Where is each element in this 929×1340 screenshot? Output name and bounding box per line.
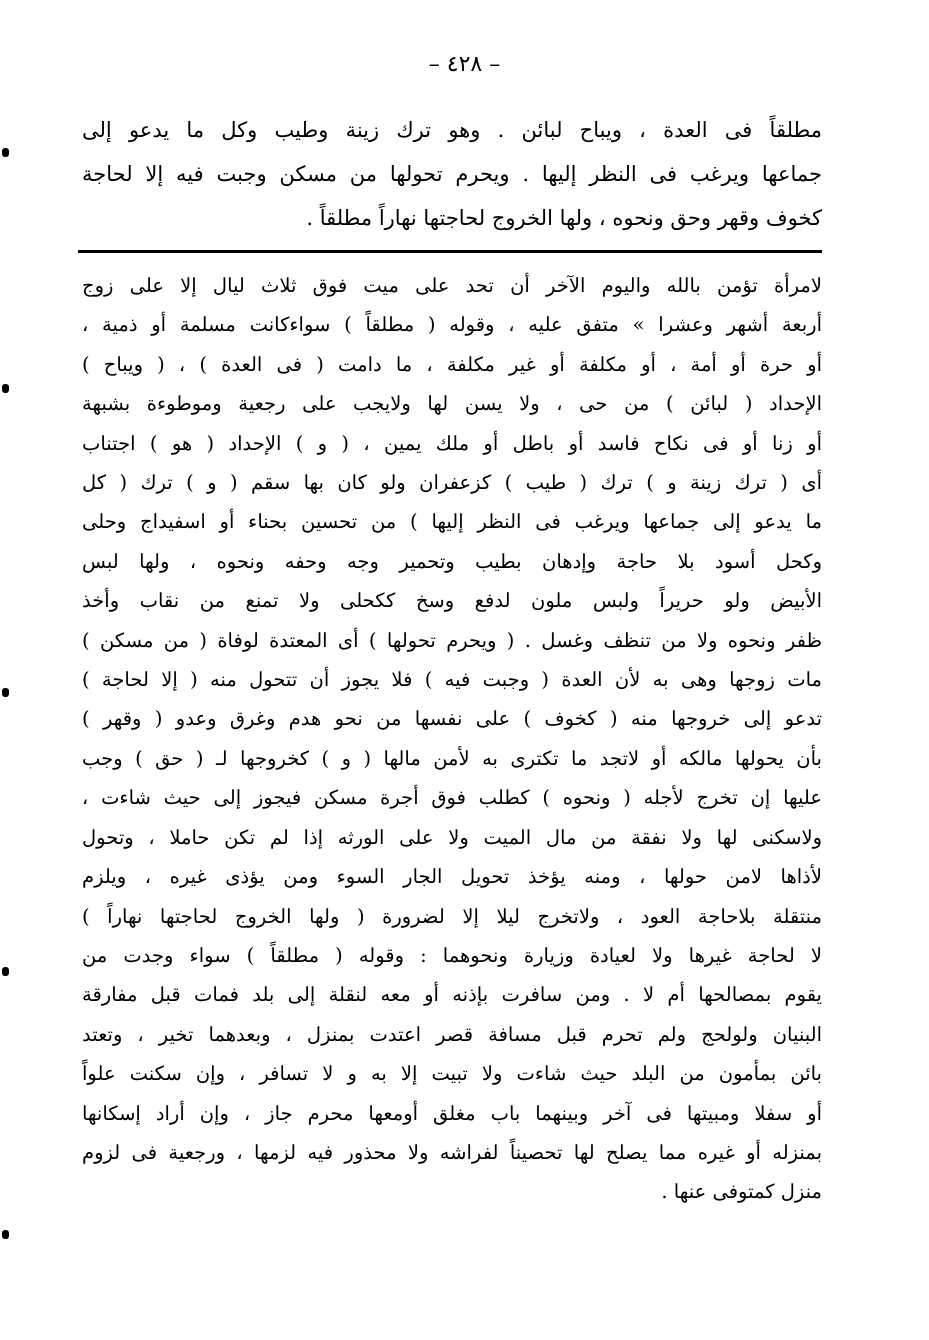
commentary-line: الأبيض ولو حريراً ولبس ملون لدفع وسخ ككحلى ولا تمنع من نقاب وأخذ	[82, 589, 822, 613]
page-number: – ٤٢٨ –	[428, 52, 501, 77]
commentary-text	[82, 266, 822, 1212]
margin-mark	[2, 1230, 9, 1239]
commentary-line: وكحل أسود بلا حاجة وإدهان بطيب وتحمير وجه وحفه ونحوه ، ولها لبس	[82, 549, 822, 573]
main-text-line: مطلقاً فى العدة ، ويباح لبائن . وهو ترك زينة وطيب وكل ما يدعو إلى	[82, 118, 822, 142]
commentary-line: بمنزله أو غيره مما يصلح لها تحصيناً لفراشه ولا محذور فيه لزمها ، ورجعية فى لزوم	[82, 1140, 822, 1164]
commentary-line: أو زنا أو فى نكاح فاسد أو باطل أو ملك يمين ، ( و ) الإحداد ( هو ) اجتناب	[82, 431, 822, 455]
commentary-line: أربعة أشهر وعشرا » متفق عليه ، وقوله ( مطلقاً ) سواءكانت مسلمة أو ذمية ،	[82, 313, 822, 337]
commentary-line: عليها إن تخرج لأجله ( ونحوه ) كطلب فوق أجرة مسكن فيجوز إلى حيث شاءت ،	[82, 786, 822, 810]
commentary-line: بأن يحولها مالكه أو لاتجد ما تكترى به لأمن مالها ( و ) كخروجها لـ ( حق ) وجب	[82, 746, 822, 770]
commentary-line: لامرأة تؤمن بالله واليوم الآخر أن تحد على ميت فوق ثلاث ليال إلا على زوج	[82, 274, 822, 297]
margin-mark	[2, 148, 9, 157]
commentary-line: ما يدعو إلى جماعها ويرغب فى النظر إليها ) من تحسين بحناء أو اسفيداج وحلى	[82, 510, 822, 534]
main-text	[82, 108, 822, 240]
margin-mark	[2, 967, 9, 976]
separator-line	[78, 250, 822, 253]
main-text-line: كخوف وقهر وحق ونحوه ، ولها الخروج لحاجتها نهاراً مطلقاً .	[306, 206, 822, 230]
commentary-line: أو حرة أو أمة ، أو مكلفة أو غير مكلفة ، ما دامت ( فى العدة ) ، ( ويباح )	[82, 352, 822, 376]
commentary-line: لا لحاجة غيرها ولا لعيادة وزيارة ونحوهما : وقوله ( مطلقاً ) سواء وجدت من	[82, 943, 822, 967]
commentary-line: منزل كمتوفى عنها .	[661, 1180, 822, 1204]
commentary-line: الإحداد ( لبائن ) من حى ، ولا يسن لها ولايجب على رجعية وموطوءة بشبهة	[82, 392, 822, 416]
commentary-line: أو سفلا ومبيتها فى آخر وبينهما باب مغلق أومعها محرم جاز ، وإن أراد إسكانها	[82, 1101, 822, 1125]
commentary-line: ظفر ونحوه ولا من تنظف وغسل . ( ويحرم تحولها ) أى المعتدة لوفاة ( من مسكن )	[82, 628, 822, 652]
commentary-line: منتقلة بلاحاجة العود ، ولاتخرج ليلا إلا لضرورة ( ولها الخروج لحاجتها نهاراً )	[82, 904, 822, 928]
commentary-line: بائن بمأمون من البلد حيث شاءت ولا تبيت إلا به و لا تسافر ، وإن سكنت علواً	[82, 1062, 822, 1086]
commentary-line: تدعو إلى خروجها منه ( كخوف ) على نفسها من نحو هدم وغرق وعدو ( وقهر )	[82, 707, 822, 731]
commentary-line: لأذاها لامن حولها ، ومنه يؤخذ تحويل الجار السوء ومن يؤذى غيره ، ويلزم	[82, 865, 822, 889]
commentary-line: مات زوجها وهى به لأن العدة ( وجبت فيه ) فلا يجوز أن تتحول منه ( إلا لحاجة )	[82, 668, 822, 692]
commentary-line: يقوم بمصالحها أم لا . ومن سافرت بإذنه أو معه لنقلة إلى بلد فمات قبل مفارقة	[82, 983, 822, 1007]
margin-mark	[2, 688, 9, 697]
commentary-line: أى ( ترك زينة و ) ترك ( طيب ) كزعفران ولو كان بها سقم ( و ) ترك ( كل	[82, 471, 822, 495]
commentary-line: ولاسكنى لها ولا نفقة من مال الميت ولا على الورثه إذا لم تكن حاملا ، وتحول	[82, 825, 822, 849]
commentary-line: البنيان ولولحج ولم تحرم قبل مسافة قصر اعتدت بمنزل ، وبعدهما تخير ، وتعتد	[82, 1022, 822, 1046]
margin-mark	[2, 384, 9, 393]
main-text-line: جماعها ويرغب فى النظر إليها . ويحرم تحولها من مسكن وجبت فيه إلا لحاجة	[82, 162, 822, 186]
